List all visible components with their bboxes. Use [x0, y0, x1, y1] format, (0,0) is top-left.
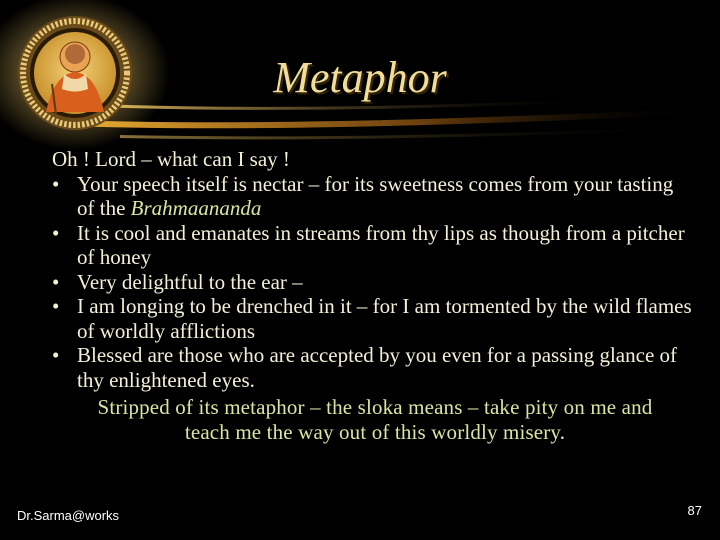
footer-author: Dr.Sarma@works	[17, 508, 120, 523]
bullet-list	[52, 172, 692, 393]
conclusion-text	[80, 395, 670, 444]
bullet-item	[52, 221, 692, 270]
intro-line: Oh ! Lord – what can I say !	[52, 147, 290, 171]
bullet-item	[52, 270, 692, 295]
bullet-icon: •	[52, 220, 60, 245]
slide-title: Metaphor	[273, 53, 447, 102]
saint-portrait-medallion-icon	[16, 14, 134, 132]
bullet-icon: •	[52, 171, 60, 196]
conclusion-period: .	[559, 419, 566, 444]
bullet-item	[52, 172, 692, 221]
slide-body	[52, 147, 692, 444]
bullet-icon: •	[52, 294, 60, 318]
bullet-text: I am longing to be drenched in it – for I am tormented by the wild flames of worldly afflictions	[77, 294, 692, 343]
bullet-text: Your speech itself is nectar – for its sweetness comes from your tasting of the	[77, 171, 674, 220]
bullet-emphasis: Brahmaananda	[130, 196, 262, 220]
bullet-item	[52, 343, 692, 392]
bullet-item	[52, 294, 692, 343]
bullet-icon: •	[52, 269, 60, 294]
conclusion-sentence: Stripped of its metaphor – the sloka means – take pity on me and teach me the way out of this worldly misery	[97, 395, 653, 444]
bullet-text: Very delightful to the ear –	[77, 269, 303, 294]
bullet-icon: •	[52, 343, 60, 367]
page-number: 87	[687, 503, 702, 518]
bullet-text: It is cool and emanates in streams from thy lips as though from a pitcher of honey	[77, 220, 685, 269]
bullet-text: Blessed are those who are accepted by you even for a passing glance of thy enlightened eyes.	[77, 343, 678, 392]
